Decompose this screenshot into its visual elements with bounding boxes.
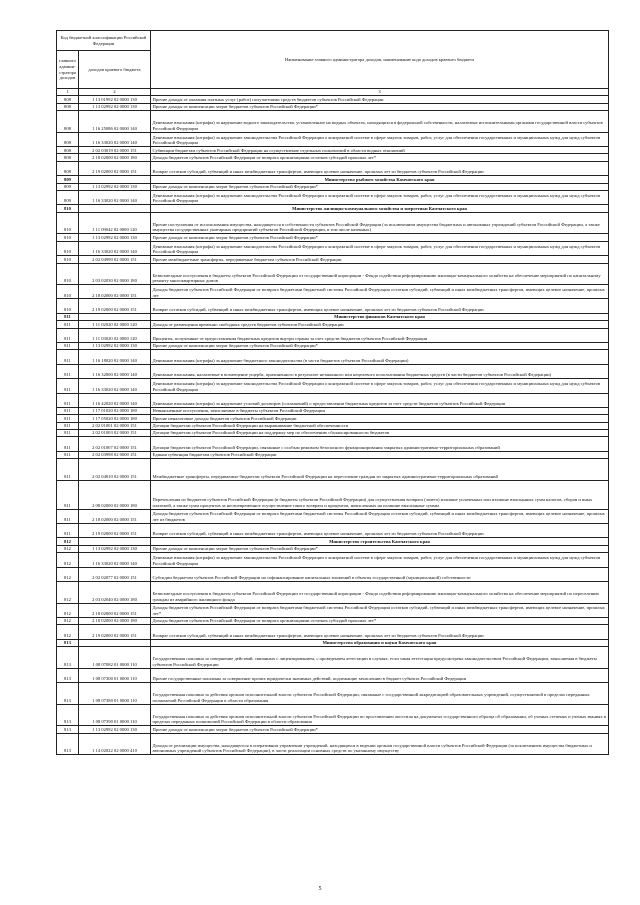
table-row	[57, 430, 609, 437]
table-row	[57, 191, 609, 205]
revenue-name-cell: Невыясненные поступления, зачисляемые в бюджеты субъектов Российской Федерации	[151, 407, 609, 414]
revenue-name-cell: Прочие государственные пошлины за совершение прочих юридически значимых действий, подлежащие зачислению в бюджет субъекта Российской Федерации	[151, 668, 609, 682]
table-body	[57, 96, 609, 755]
table-row	[57, 161, 609, 175]
revenue-code-cell	[79, 313, 151, 320]
table-row	[57, 111, 609, 133]
administrator-code-cell: 811	[57, 524, 79, 538]
administrator-code-cell: 813	[57, 704, 79, 726]
revenue-name-cell: Возврат остатков субсидий, субвенций и иных межбюджетных трансфертов, имеющих целевое назначение, прошлых лет из бюджетов субъектов Российской Федерации	[151, 299, 609, 313]
table-row	[57, 509, 609, 523]
table-row	[57, 350, 609, 364]
revenue-name-cell: Государственная пошлина за действия органов исполнительной власти субъектов Российской Федерации, связанные с государственной аккредитацией образовательных учреждений, осуществляемой в пределах переданных полномочий Российской Федерации в области образования	[151, 683, 609, 705]
revenue-code-cell	[79, 205, 151, 212]
administrator-code-cell: 810	[57, 299, 79, 313]
revenue-name-cell: Проценты, полученные от предоставления бюджетных кредитов внутри страны за счет средств бюджетов субъектов Российской Федерации	[151, 328, 609, 342]
revenue-name-cell: Субвенции бюджетам субъектов Российской Федерации на осуществление отдельных полномочий в области водных отношений	[151, 147, 609, 154]
administrator-code-cell: 813	[57, 733, 79, 755]
revenue-name-cell: Прочие доходы от компенсации затрат бюджетов субъектов Российской Федерации*	[151, 103, 609, 110]
table-row	[57, 285, 609, 299]
revenue-code-cell: 2 02 04999 02 0000 151	[79, 256, 151, 263]
revenue-code-cell: 1 08 07380 01 0000 110	[79, 683, 151, 705]
table-row	[57, 263, 609, 285]
revenue-code-cell: 1 08 07300 01 0000 110	[79, 668, 151, 682]
revenue-code-cell: 2 03 02040 02 0000 180	[79, 581, 151, 603]
table-row	[57, 212, 609, 234]
administrator-code-cell: 811	[57, 313, 79, 320]
administrator-code-cell: 812	[57, 553, 79, 567]
revenue-code-cell	[79, 538, 151, 545]
administrator-code-cell: 809	[57, 176, 79, 183]
revenue-name-cell: Министерство финансов Камчатского края	[151, 313, 609, 320]
revenue-code-cell: 1 13 02992 02 0000 130	[79, 183, 151, 190]
section-row	[57, 176, 609, 183]
column-number-2: 2	[79, 89, 151, 96]
revenue-name-cell: Дотации бюджетам субъектов Российской Федерации, связанные с особым режимом безопасного функционирования закрытых административно-территориальных образований	[151, 437, 609, 451]
revenue-code-cell: 2 19 02000 02 0000 151	[79, 524, 151, 538]
column-number-1: 1	[57, 89, 79, 96]
administrator-code-cell: 811	[57, 350, 79, 364]
administrator-code-cell: 809	[57, 183, 79, 190]
table-row	[57, 567, 609, 581]
administrator-code-cell: 811	[57, 509, 79, 523]
table-row	[57, 647, 609, 669]
revenue-name-cell: Денежные взыскания (штрафы) за нарушение законодательства Российской Федерации о контрактной системе в сфере закупок товаров, работ, услуг для обеспечения государственных и муниципальных нужд для нужд субъектов Российской Федерации	[151, 132, 609, 146]
name-column-header: Наименование главного администратора доходов, наименование кода доходов краевого бюджета	[151, 31, 609, 89]
revenue-code-cell: 1 16 42020 02 0000 140	[79, 393, 151, 407]
revenue-name-cell: Прочие межбюджетные трансферты, передаваемые бюджетам субъектов Российской Федерации	[151, 256, 609, 263]
revenue-code-cell: 2 18 02000 02 0000 151	[79, 603, 151, 617]
revenue-name-cell: Перечисления из бюджетов субъектов Российской Федерации (в бюджеты субъектов Российской Федерации) для осуществления возврата (зачета) излишне уплаченных или излишне взысканных сумм налогов, сборов и иных платежей, а также сумм процентов за несвоевременное осуществление такого возврата и процентов, начисленных на излишне взысканные суммы	[151, 480, 609, 509]
revenue-code-cell: 1 16 33020 02 0000 140	[79, 241, 151, 255]
revenue-code-cell: 2 02 02077 02 0000 151	[79, 567, 151, 581]
administrator-code-cell: 808	[57, 161, 79, 175]
revenue-name-cell: Прочие доходы от компенсации затрат бюджетов субъектов Российской Федерации*	[151, 183, 609, 190]
table-row	[57, 183, 609, 190]
table-header	[57, 31, 609, 96]
revenue-code-cell: 2 18 02000 02 0000 151	[79, 509, 151, 523]
revenue-code-cell: 1 17 01020 02 0000 180	[79, 407, 151, 414]
administrator-column-header: главного админи-стратора доходов	[57, 51, 79, 89]
column-number-3: 3	[151, 89, 609, 96]
revenue-code-cell: 1 16 33020 02 0000 140	[79, 191, 151, 205]
revenue-name-cell: Безвозмездные поступления в бюджеты субъектов Российской Федерации от государственной корпорации - Фонда содействия реформированию жилищно-коммунального хозяйства на обеспечение мероприятий по капитальному ремонту многоквартирных домов	[151, 263, 609, 285]
revenue-code-cell: 1 16 33020 02 0000 140	[79, 553, 151, 567]
administrator-code-cell: 810	[57, 263, 79, 285]
revenue-name-cell: Доходы бюджетов субъектов Российской Федерации от возврата бюджетами бюджетной системы Российской Федерации остатков субсидий, субвенций и иных межбюджетных трансфертов, имеющих целевое назначение, прошлых лет из бюджетов	[151, 509, 609, 523]
revenue-code-cell: 1 16 33020 02 0000 140	[79, 379, 151, 393]
table-row	[57, 234, 609, 241]
table-row	[57, 343, 609, 350]
revenue-code-cell: 2 02 01003 02 0000 151	[79, 430, 151, 437]
table-row	[57, 733, 609, 755]
table-row	[57, 422, 609, 429]
table-row	[57, 437, 609, 451]
administrator-code-cell: 811	[57, 393, 79, 407]
revenue-code-cell: 2 02 01001 02 0000 151	[79, 422, 151, 429]
administrator-code-cell: 808	[57, 154, 79, 161]
section-row	[57, 639, 609, 646]
revenue-code-cell: 1 13 02992 02 0000 130	[79, 234, 151, 241]
table-row	[57, 726, 609, 733]
administrator-code-cell: 813	[57, 683, 79, 705]
administrator-code-cell: 808	[57, 103, 79, 110]
section-row	[57, 538, 609, 545]
section-row	[57, 313, 609, 320]
revenue-code-cell: 1 16 32000 02 0000 140	[79, 364, 151, 378]
table-row	[57, 299, 609, 313]
revenue-name-cell: Денежные взыскания (штрафы) за нарушение водного законодательства, установленное на водных объектах, находящихся в федеральной собственности, налагаемые исполнительными органами государственной власти субъектов Российской Федерации	[151, 111, 609, 133]
revenue-code-cell: 2 03 02030 02 0000 180	[79, 263, 151, 285]
revenue-name-cell: Денежные взыскания (штрафы) за нарушение бюджетного законодательства (в части бюджетов субъектов Российской Федерации)	[151, 350, 609, 364]
administrator-code-cell: 811	[57, 321, 79, 328]
revenue-code-cell: 1 13 02992 02 0000 130	[79, 726, 151, 733]
revenue-code-cell: 1 16 18020 02 0000 140	[79, 350, 151, 364]
administrator-code-cell: 811	[57, 430, 79, 437]
table-row	[57, 407, 609, 414]
table-row	[57, 328, 609, 342]
table-row	[57, 103, 609, 110]
table-row	[57, 393, 609, 407]
table-row	[57, 321, 609, 328]
administrator-code-cell: 808	[57, 147, 79, 154]
administrator-code-cell: 810	[57, 212, 79, 234]
revenue-name-cell: Денежные взыскания (штрафы) за нарушение законодательства Российской Федерации о контрактной системе в сфере закупок товаров, работ, услуг для обеспечения государственных и муниципальных нужд для нужд субъектов Российской Федерации	[151, 379, 609, 393]
revenue-code-cell: 2 08 02000 02 0000 180	[79, 480, 151, 509]
revenue-name-cell: Министерство строительства Камчатского края	[151, 538, 609, 545]
revenue-name-cell: Денежные взыскания, налагаемые в возмещение ущерба, причиненного в результате незаконного или нецелевого использования бюджетных средств (в части бюджетов субъектов Российской Федерации)	[151, 364, 609, 378]
revenue-name-cell: Прочие доходы от компенсации затрат бюджетов субъектов Российской Федерации*	[151, 726, 609, 733]
table-row	[57, 545, 609, 552]
revenue-name-cell: Возврат остатков субсидий, субвенций и иных межбюджетных трансфертов, имеющих целевое назначение, прошлых лет из бюджетов субъектов Российской Федерации	[151, 625, 609, 639]
revenue-name-cell: Доходы от размещения временно свободных средств бюджетов субъектов Российской Федерации	[151, 321, 609, 328]
revenue-name-cell: Денежные взыскания (штрафы) за нарушение законодательства Российской Федерации о контрактной системе в сфере закупок товаров, работ, услуг для обеспечения государственных и муниципальных нужд для нужд субъектов Российской Федерации	[151, 191, 609, 205]
revenue-code-cell: 2 18 02000 02 0000 180	[79, 617, 151, 624]
revenue-name-cell: Безвозмездные поступления в бюджеты субъектов Российской Федерации от государственной корпорации - Фонда содействия реформированию жилищно-коммунального хозяйства на обеспечение мероприятий по переселению граждан из аварийного жилищного фонда	[151, 581, 609, 603]
revenue-code-cell: 1 13 02992 02 0000 130	[79, 103, 151, 110]
table-row	[57, 154, 609, 161]
table-row	[57, 668, 609, 682]
administrator-code-cell: 811	[57, 459, 79, 481]
revenue-codes-table	[56, 30, 609, 755]
revenue-name-cell: Доходы от реализации имущества, находящегося в оперативном управлении учреждений, находящихся в ведении органов государственной власти субъектов Российской Федерации (за исключением имущества бюджетных и автономных учреждений субъектов Российской Федерации), в части реализации основных средств по указанному имуществу	[151, 733, 609, 755]
administrator-code-cell: 811	[57, 480, 79, 509]
revenue-code-cell: 2 02 03998 02 0000 151	[79, 451, 151, 458]
administrator-code-cell: 808	[57, 132, 79, 146]
revenue-name-cell: Прочие неналоговые доходы бюджетов субъектов Российской Федерации	[151, 415, 609, 422]
revenue-code-cell: 2 19 02000 02 0000 151	[79, 299, 151, 313]
revenue-code-cell: 1 13 02992 02 0000 130	[79, 343, 151, 350]
administrator-code-cell: 811	[57, 415, 79, 422]
revenue-name-cell: Дотации бюджетам субъектов Российской Федерации на поддержку мер по обеспечению сбалансированности бюджетов	[151, 430, 609, 437]
administrator-code-cell: 810	[57, 205, 79, 212]
administrator-code-cell: 808	[57, 111, 79, 133]
revenue-code-cell: 1 11 09042 02 0000 120	[79, 212, 151, 234]
administrator-code-cell: 813	[57, 647, 79, 669]
section-row	[57, 205, 609, 212]
administrator-code-cell: 809	[57, 191, 79, 205]
revenue-name-cell: Доходы бюджетов субъектов Российской Федерации от возврата бюджетами бюджетной системы Российской Федерации остатков субсидий, субвенций и иных межбюджетных трансфертов, имеющих целевое назначение, прошлых лет	[151, 285, 609, 299]
administrator-code-cell: 812	[57, 538, 79, 545]
table-row	[57, 524, 609, 538]
revenue-name-cell: Прочие доходы от компенсации затрат бюджетов субъектов Российской Федерации*	[151, 234, 609, 241]
revenue-code-cell: 2 02 03019 02 0000 151	[79, 147, 151, 154]
administrator-code-cell: 812	[57, 545, 79, 552]
revenue-name-cell: Доходы бюджетов субъектов Российской Федерации от возврата бюджетами бюджетной системы Российской Федерации остатков субсидий, субвенций и иных межбюджетных трансфертов, имеющих целевое назначение, прошлых лет*	[151, 603, 609, 617]
page-number: 5	[318, 886, 322, 892]
revenue-code-cell: 1 16 25086 02 0000 140	[79, 111, 151, 133]
revenue-code-cell: 2 19 02000 02 0000 151	[79, 625, 151, 639]
table-row	[57, 256, 609, 263]
revenue-name-cell: Денежные взыскания (штрафы) за нарушение условий договоров (соглашений) о предоставлении бюджетных кредитов за счет средств бюджетов субъектов Российской Федерации	[151, 393, 609, 407]
revenue-name-cell: Доходы бюджетов субъектов Российской Федерации от возврата организациями остатков субсидий прошлых лет*	[151, 617, 609, 624]
administrator-code-cell: 813	[57, 639, 79, 646]
revenue-name-cell: Государственная пошлина за действия органов исполнительной власти субъектов Российской Федерации по проставлению апостиля на документах государственного образца об образовании, об ученых степенях и ученых званиях в пределах переданных полномочий Российской Федерации в области образования	[151, 704, 609, 726]
budget-classification-header: Код бюджетной классификации Российской Федерации	[57, 31, 151, 51]
revenue-code-cell	[79, 176, 151, 183]
revenue-name-cell: Дотации бюджетам субъектов Российской Федерации на выравнивание бюджетной обеспеченности	[151, 422, 609, 429]
revenue-code-cell: 1 11 02020 02 0000 120	[79, 321, 151, 328]
administrator-code-cell: 811	[57, 437, 79, 451]
table-row	[57, 147, 609, 154]
administrator-code-cell: 811	[57, 379, 79, 393]
table-row	[57, 480, 609, 509]
administrator-code-cell: 811	[57, 343, 79, 350]
table-row	[57, 625, 609, 639]
administrator-code-cell: 810	[57, 234, 79, 241]
administrator-code-cell: 811	[57, 422, 79, 429]
administrator-code-cell: 811	[57, 364, 79, 378]
table-row	[57, 603, 609, 617]
revenue-code-cell: 2 19 02000 02 0000 151	[79, 161, 151, 175]
revenue-code-cell: 2 18 02000 02 0000 180	[79, 154, 151, 161]
table-row	[57, 617, 609, 624]
revenue-name-cell: Министерство рыбного хозяйства Камчатского края	[151, 176, 609, 183]
revenue-name-cell: Денежные взыскания (штрафы) за нарушение законодательства Российской Федерации о контрактной системе в сфере закупок товаров, работ, услуг для обеспечения государственных и муниципальных нужд для нужд субъектов Российской Федерации	[151, 553, 609, 567]
administrator-code-cell: 808	[57, 96, 79, 103]
revenue-code-cell: 1 08 07082 01 0000 110	[79, 647, 151, 669]
revenue-code-cell: 2 02 04010 02 0000 151	[79, 459, 151, 481]
revenue-name-cell: Денежные взыскания (штрафы) за нарушение законодательства Российской Федерации о контрактной системе в сфере закупок товаров, работ, услуг для обеспечения государственных и муниципальных нужд для нужд субъектов Российской Федерации	[151, 241, 609, 255]
administrator-code-cell: 811	[57, 407, 79, 414]
revenue-code-cell: 1 13 02992 02 0000 130	[79, 545, 151, 552]
revenue-name-cell: Прочие доходы от компенсации затрат бюджетов субъектов Российской Федерации*	[151, 343, 609, 350]
revenue-name-cell: Возврат остатков субсидий, субвенций и иных межбюджетных трансфертов, имеющих целевое назначение, прошлых лет из бюджетов субъектов Российской Федерации	[151, 524, 609, 538]
administrator-code-cell: 811	[57, 328, 79, 342]
revenue-name-cell: Возврат остатков субсидий, субвенций и иных межбюджетных трансфертов, имеющих целевое назначение, прошлых лет из бюджетов субъектов Российской Федерации	[151, 161, 609, 175]
table-row	[57, 683, 609, 705]
table-row	[57, 241, 609, 255]
revenue-code-cell: 1 11 03020 02 0000 120	[79, 328, 151, 342]
revenue-code-cell: 2 02 01007 02 0000 151	[79, 437, 151, 451]
administrator-code-cell: 810	[57, 241, 79, 255]
revenue-name-cell: Межбюджетные трансферты, передаваемые бюджетам субъектов Российской Федерации на переселение граждан из закрытых административно-территориальных образований	[151, 459, 609, 481]
table-row	[57, 96, 609, 103]
revenue-name-cell: Доходы бюджетов субъектов Российской Федерации от возврата организациями остатков субсидий прошлых лет*	[151, 154, 609, 161]
revenue-code-cell: 2 18 02000 02 0000 151	[79, 285, 151, 299]
table-row	[57, 451, 609, 458]
revenue-code-cell: 1 16 33020 02 0000 140	[79, 132, 151, 146]
revenue-code-column-header: доходов краевого бюджета	[79, 51, 151, 89]
table-row	[57, 415, 609, 422]
revenue-name-cell: Прочие поступления от использования имущества, находящегося в собственности субъектов Российской Федерации (за исключением имущества бюджетных и автономных учреждений субъектов Российской Федерации, а также имущества государственных унитарных предприятий субъектов Российской Федерации, в том числе казенных)	[151, 212, 609, 234]
revenue-code-cell: 1 13 01992 02 0000 130	[79, 96, 151, 103]
table-row	[57, 704, 609, 726]
administrator-code-cell: 812	[57, 617, 79, 624]
table-row	[57, 132, 609, 146]
administrator-code-cell: 812	[57, 581, 79, 603]
table-row	[57, 553, 609, 567]
revenue-name-cell: Министерство жилищно-коммунального хозяйства и энергетики Камчатского края	[151, 205, 609, 212]
administrator-code-cell: 813	[57, 726, 79, 733]
revenue-name-cell: Государственная пошлина за совершение действий, связанных с лицензированием, с проведением аттестации в случаях, если такая аттестация предусмотрена законодательством Российской Федерации, зачисляемая в бюджеты субъектов Российской Федерации	[151, 647, 609, 669]
table-row	[57, 379, 609, 393]
table-row	[57, 459, 609, 481]
administrator-code-cell: 810	[57, 285, 79, 299]
administrator-code-cell: 812	[57, 567, 79, 581]
revenue-code-cell: 1 14 02022 02 0000 410	[79, 733, 151, 755]
revenue-name-cell: Прочие доходы от компенсации затрат бюджетов субъектов Российской Федерации*	[151, 545, 609, 552]
administrator-code-cell: 812	[57, 625, 79, 639]
revenue-name-cell: Министерство образования и науки Камчатского края	[151, 639, 609, 646]
table-row	[57, 364, 609, 378]
revenue-code-cell	[79, 639, 151, 646]
revenue-code-cell: 1 08 07390 01 0000 110	[79, 704, 151, 726]
revenue-name-cell: Единая субвенция бюджетам субъектов Российской Федерации	[151, 451, 609, 458]
revenue-code-cell: 1 17 05020 02 0000 180	[79, 415, 151, 422]
revenue-name-cell: Прочие доходы от оказания платных услуг (работ) получателями средств бюджетов субъектов Российской Федерации	[151, 96, 609, 103]
table-row	[57, 581, 609, 603]
revenue-name-cell: Субсидии бюджетам субъектов Российской Федерации на софинансирование капитальных вложений в объекты государственной (муниципальной) собственности	[151, 567, 609, 581]
administrator-code-cell: 813	[57, 668, 79, 682]
administrator-code-cell: 812	[57, 603, 79, 617]
administrator-code-cell: 810	[57, 256, 79, 263]
administrator-code-cell: 811	[57, 451, 79, 458]
